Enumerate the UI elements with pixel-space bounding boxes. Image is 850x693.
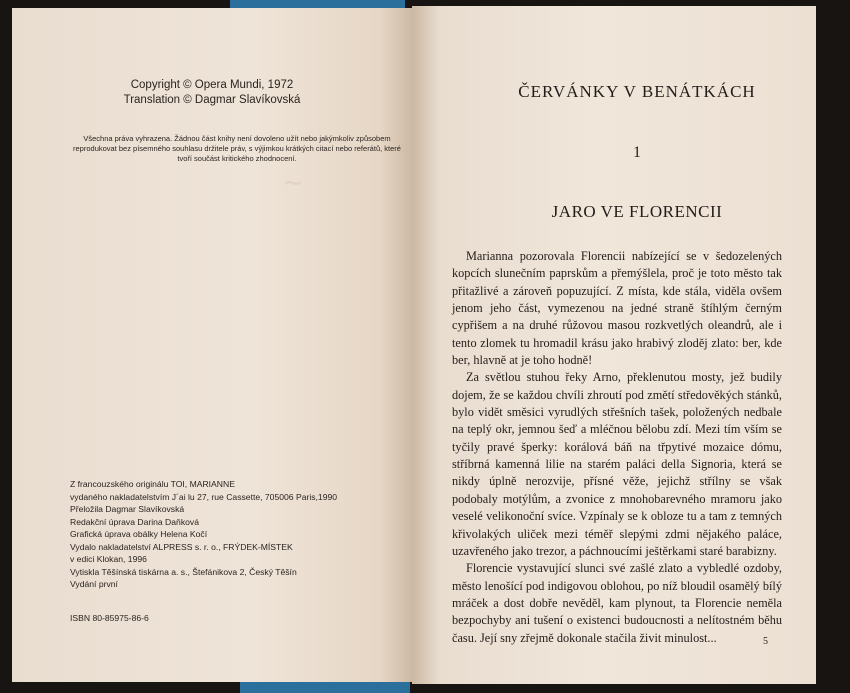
chapter-title: JARO VE FLORENCII [551, 202, 723, 221]
page-number: 5 [763, 636, 768, 647]
imprint-line: vydaného nakladatelstvím J´ai lu 27, rue Cassette, 705006 Paris,1990 [70, 491, 338, 502]
chapter-number: 1 [633, 144, 641, 161]
rights-notice: Všechna práva vyhrazena. Žádnou část knihy není dovoleno užít nebo jakýmkoliv způsobem reprodukovat bez písemného souhlasu držitele práv, s výjimkou krátkých citací nebo referátů, které tvoří součást kritického zhodnocení. [73, 134, 401, 163]
imprint-line: Vydání první [70, 579, 118, 589]
imprint-line: Vydalo nakladatelství ALPRESS s. r. o., FRÝDEK-MÍSTEK [70, 541, 293, 552]
copyright-block [12, 78, 412, 108]
imprint-line: Z francouzského originálu TOI, MARIANNE [70, 479, 235, 489]
imprint-line: v edici Klokan, 1996 [70, 554, 147, 564]
imprint-line: Vytiskla Těšínská tiskárna a. s., Štefánikova 2, Český Těšín [70, 566, 297, 577]
left-page [12, 8, 412, 682]
imprint-line: Redakční úprava Darina Daňková [70, 516, 199, 527]
imprint-block [70, 478, 400, 591]
isbn: ISBN 80-85975-86-6 [70, 613, 149, 623]
book-title: ČERVÁNKY V BENÁTKÁCH [518, 82, 756, 101]
copyright-line: Copyright © Opera Mundi, 1972 [130, 79, 294, 91]
paragraph: Za světlou stuhou řeky Arno, překlenutou mosty, jež budily dojem, že se každou chvíli zhroutí pod změtí středověkých stánků, bylo vidět směsici vyrudlých střešních tašek, položených nedbale na teplý okr, jemnou šeď a mléčnou bělobu zdí. Mezi tím vším se tyčily pravé šperky: korálová báň na třpytivé mozaice dómu, stříbrná kamenná lilie na starém paláci della Signoria, která se nikdy úplně nerozvije, přísné věže, jejichž střílny se však podobaly motýlům, a zvonice z mnohobarevného mramoru jako veselé velikonoční svíce. Vzpínaly se k obloze tu a tam z temných křivolakých uliček mezi téměř slepými zdmi nějakého paláce, uzavřeného jako trezor, a páchnoucími ještěrkami staré barabizny. [452, 370, 782, 558]
paragraph: Florencie vystavující slunci své zašlé zlato a vybledlé ozdoby, město lenošící pod indigovou oblohou, po níž bloudil osamělý bílý mráček a dost dobře nevěděl, kam plynout, ta Florencie neměla bezpochyby ani tušení o existenci budoucnosti a nelítostném běhu času. Její sny zřejmě dokonale stačila živit minulost... [452, 561, 782, 645]
translation-line: Translation © Dagmar Slavíkovská [123, 94, 301, 106]
paragraph: Marianna pozorovala Florencii nabízející se v šedozelených kopcích slunečním paprskům a přemýšlela, proč je toto město tak přitažlivé a zároveň popuzující. Z místa, kde stála, viděla ovšem jenom jeho část, vymezenou na jedné straně štíhlým černým cypřišem a na druhé růžovou masou rozkvetlých oleandrů, ale i tento zlomek tu hromadil krásu jako hrabivý zloděj zlato: ber, kde ber, hlavně at je toho hodně! [452, 249, 782, 368]
cover-edge-bottom [240, 682, 410, 693]
right-page [412, 6, 816, 684]
imprint-line: Grafická úprava obálky Helena Kočí [70, 529, 208, 539]
imprint-line: Přeložila Dagmar Slavíkovská [70, 504, 185, 514]
show-through-decoration: ~ [282, 168, 304, 198]
chapter-text [452, 248, 782, 647]
